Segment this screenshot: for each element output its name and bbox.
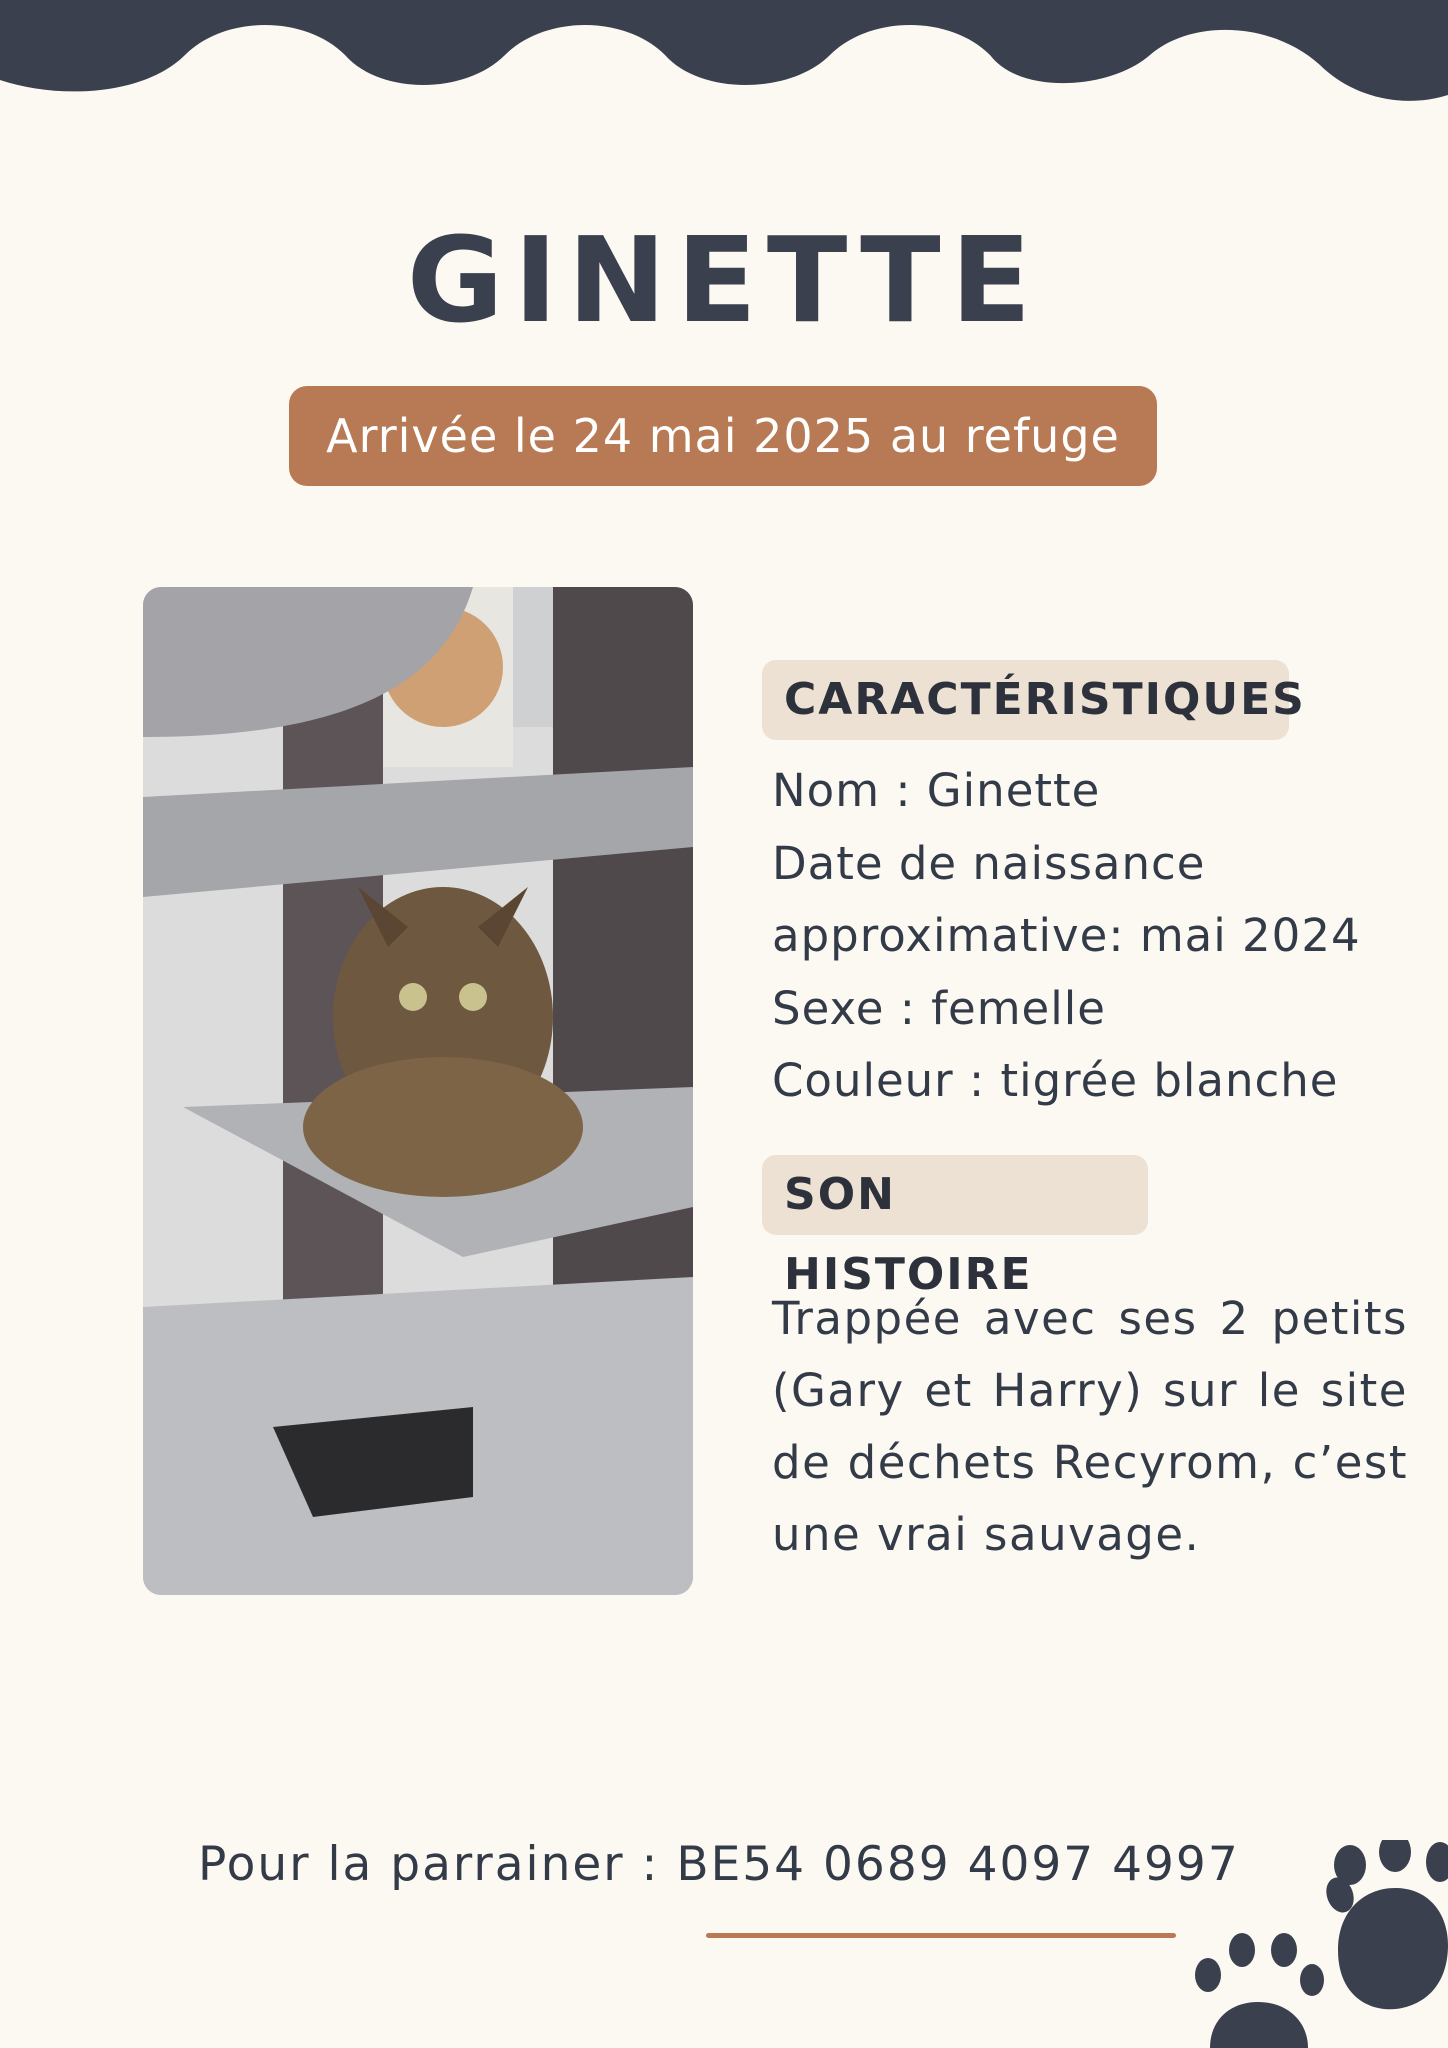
fact-name: Nom : Ginette xyxy=(772,764,1101,817)
story-text: Trappée avec ses 2 petits (Gary et Harry) sur le site de déchets Recyrom, c’est une vrai sauvage. xyxy=(772,1292,1408,1561)
top-wave-border xyxy=(0,0,1448,110)
cat-photo xyxy=(143,587,693,1595)
page-title: GINETTE xyxy=(406,211,1042,349)
characteristics-list xyxy=(772,755,1412,1118)
fact-color: Couleur : tigrée blanche xyxy=(772,1054,1339,1107)
story-heading: SON HISTOIRE xyxy=(762,1155,1148,1235)
sponsor-underline xyxy=(706,1933,1176,1938)
sponsor-iban: Pour la parrainer : BE54 0689 4097 4997 xyxy=(198,1837,1240,1892)
fact-sex: Sexe : femelle xyxy=(772,981,1106,1035)
fact-birthdate-value: approximative: mai 2024 xyxy=(772,909,1361,962)
paw-icon xyxy=(1190,1840,1448,2048)
arrival-date-badge: Arrivée le 24 mai 2025 au refuge xyxy=(289,386,1157,486)
fact-birthdate-label: Date de naissance xyxy=(772,836,1206,890)
characteristics-heading: CARACTÉRISTIQUES xyxy=(762,660,1289,740)
